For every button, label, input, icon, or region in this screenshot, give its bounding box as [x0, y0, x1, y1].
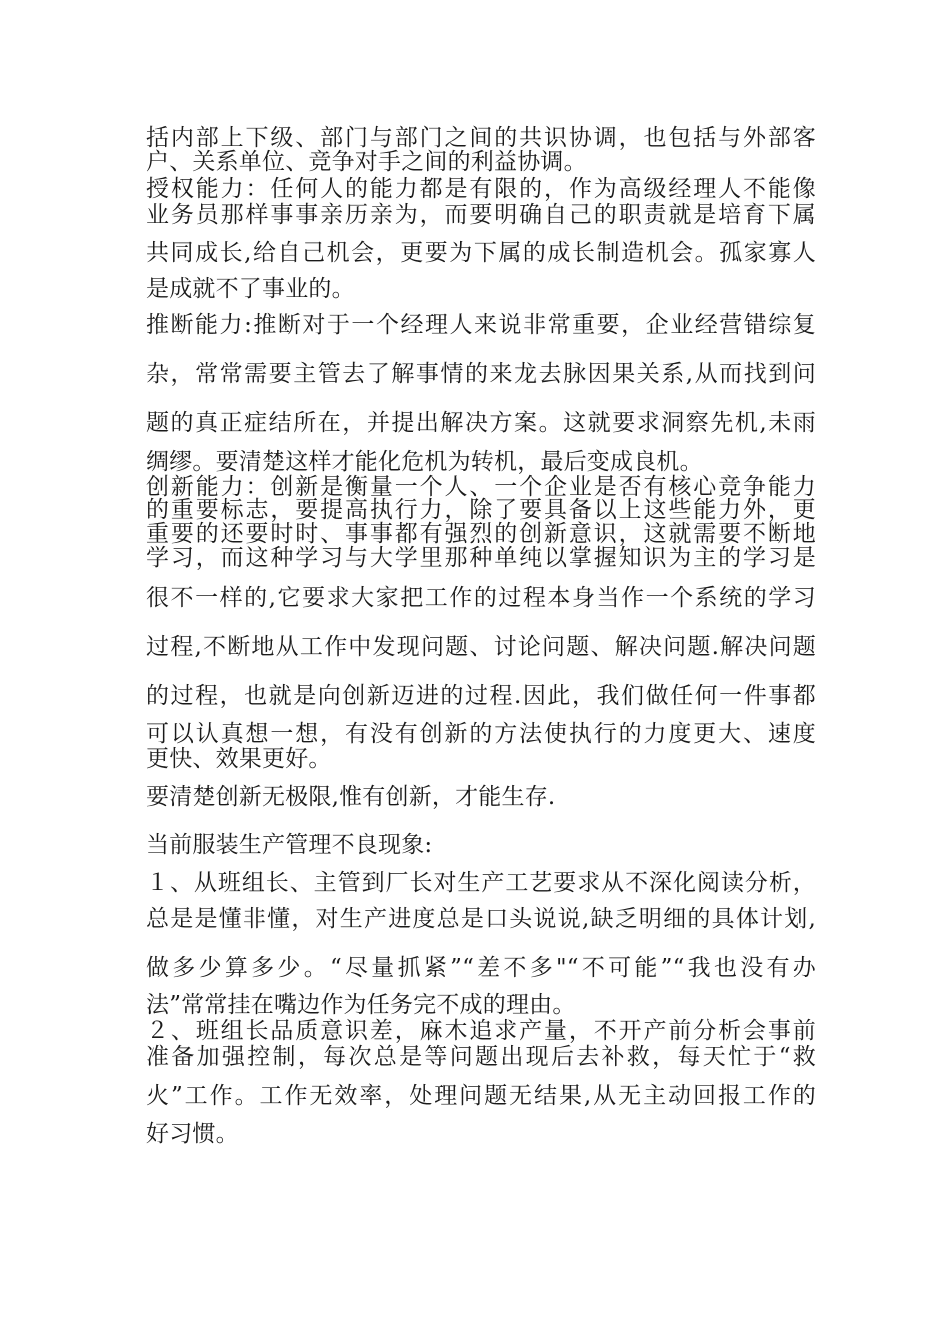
text-line: 法”常常挂在嘴边作为任务完不成的理由。	[146, 992, 576, 1018]
text-line: 更快、效果更好。	[146, 746, 332, 772]
text-line: 括内部上下级、部门与部门之间的共识协调，也包括与外部客	[146, 125, 816, 151]
text-line: 学习，而这种学习与大学里那种单纯以掌握知识为主的学习是	[146, 545, 816, 571]
text-line: 绸缪。要清楚这样才能化危机为转机，最后变成良机。	[146, 449, 703, 475]
text-line: 做多少算多少。“尽量抓紧”“差不多"“不可能”“我也没有办	[146, 955, 816, 981]
text-line: 重要的还要时时、事事都有强烈的创新意识，这就需要不断地	[146, 521, 816, 547]
text-line: 共同成长,给自己机会，更要为下属的成长制造机会。孤家寡人	[146, 240, 816, 266]
text-line: 的过程，也就是向创新迈进的过程.因此，我们做任何一件事都	[146, 683, 816, 709]
text-line: １、从班组长、主管到厂长对生产工艺要求从不深化阅读分析，	[146, 870, 816, 896]
text-line: 的重要标志，要提高执行力，除了要具备以上这些能力外，更	[146, 497, 816, 523]
text-line: 过程,不断地从工作中发现问题、讨论问题、解决问题.解决问题	[146, 634, 816, 660]
text-line: 推断能力:推断对于一个经理人来说非常重要，企业经营错综复	[146, 312, 816, 338]
text-line: 很不一样的,它要求大家把工作的过程本身当作一个系统的学习	[146, 585, 816, 611]
text-line: 户、关系单位、竞争对手之间的利益协调。	[146, 149, 587, 175]
text-line: 好习惯。	[146, 1121, 239, 1147]
text-line: 授权能力：任何人的能力都是有限的，作为高级经理人不能像	[146, 176, 816, 202]
text-line: 可以认真想一想，有没有创新的方法使执行的力度更大、速度	[146, 721, 816, 747]
text-line: 杂，常常需要主管去了解事情的来龙去脉因果关系,从而找到问	[146, 361, 816, 387]
text-line: 总是是懂非懂，对生产进度总是口头说说,缺乏明细的具体计划,	[146, 906, 816, 932]
text-line: 要清楚创新无极限,惟有创新，才能生存.	[146, 784, 556, 810]
text-line: 当前服装生产管理不良现象:	[146, 832, 433, 858]
text-line: 火”工作。工作无效率，处理问题无结果,从无主动回报工作的	[146, 1083, 816, 1109]
text-line: 准备加强控制，每次总是等问题出现后去补救，每天忙于“救	[146, 1044, 816, 1070]
text-line: 是成就不了事业的。	[146, 276, 355, 302]
text-line: 业务员那样事事亲历亲为，而要明确自己的职责就是培育下属	[146, 202, 816, 228]
text-line: ２、班组长品质意识差，麻木追求产量，不开产前分析会事前	[146, 1018, 816, 1044]
text-line: 创新能力：创新是衡量一个人、一个企业是否有核心竞争能力	[146, 474, 816, 500]
text-line: 题的真正症结所在，并提出解决方案。这就要求洞察先机,未雨	[146, 410, 816, 436]
